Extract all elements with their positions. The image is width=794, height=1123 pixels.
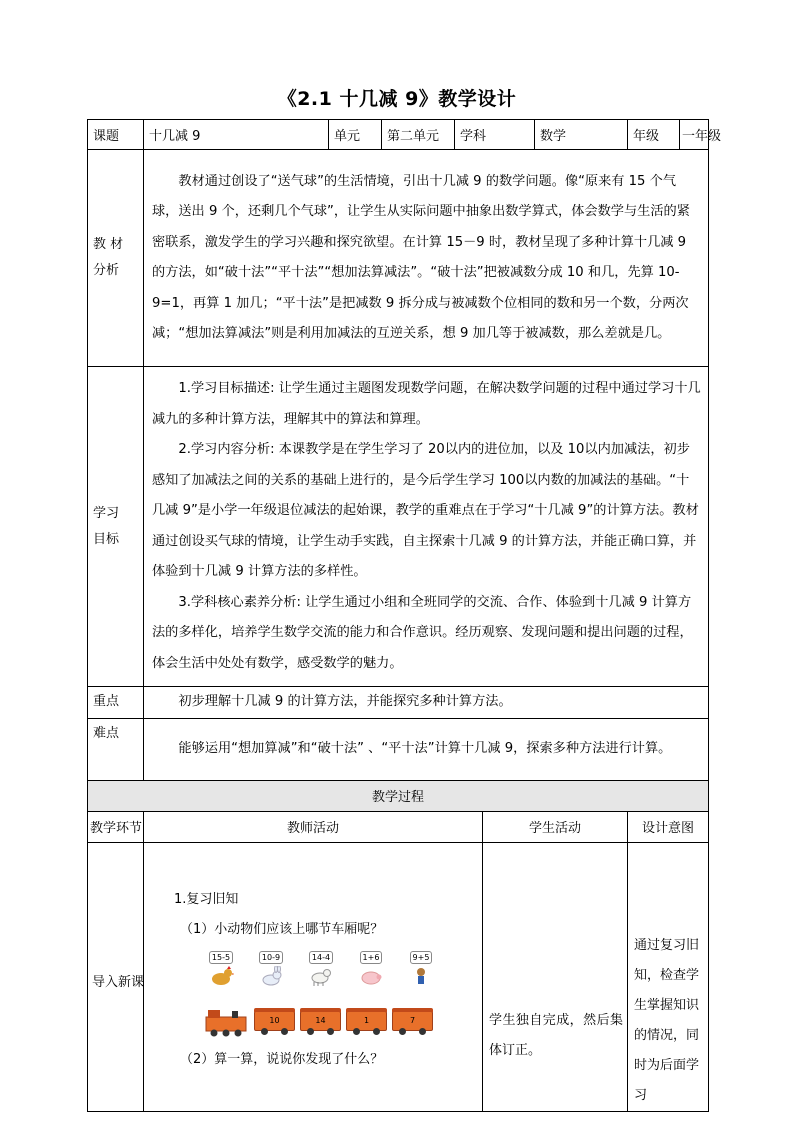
train-car bbox=[392, 1011, 433, 1031]
key-point-label: 重点 bbox=[88, 687, 144, 719]
analysis-label: 教 材 分析 bbox=[88, 150, 144, 367]
monkey-figure bbox=[404, 949, 438, 986]
train-car bbox=[300, 1011, 341, 1031]
col-stage: 教学环节 bbox=[88, 811, 144, 842]
pig-icon bbox=[358, 966, 384, 986]
process-header-row bbox=[88, 811, 709, 842]
key-point-cell bbox=[144, 687, 709, 719]
expression-bubble: 10-9 bbox=[259, 951, 283, 964]
car-number: 7 bbox=[409, 1015, 416, 1025]
monkey-icon bbox=[408, 966, 434, 986]
car-number: 10 bbox=[269, 1015, 280, 1025]
objective-2: 2.学习内容分析: 本课教学是在学生学习了 20以内的进位加，以及 10以内加减法，初步感知了加减法之间的关系的基础上进行的，是今后学生学习 100以内数的加减法的基础。“十几减 9”是小学一年级退位减法的起始课，教学的重难点在于学习“十几减 9”的计算方法。教材通过创设买气球的情境，让学生动手实践，自主探索十几减 9 的计算方法，并能正确口算，并体验到十几减 9 计算方法的多样性。 bbox=[152, 442, 699, 579]
teacher-line-3: （2）算一算，说说你发现了什么？ bbox=[180, 1051, 384, 1067]
rabbit-figure bbox=[254, 949, 288, 986]
unit-value: 第二单元 bbox=[382, 120, 455, 150]
difficulty-row bbox=[88, 718, 709, 780]
rabbit-icon bbox=[258, 966, 284, 986]
analysis-row bbox=[88, 150, 709, 367]
expression-bubble: 15-5 bbox=[209, 951, 233, 964]
difficulty-cell bbox=[144, 718, 709, 780]
rooster-icon bbox=[208, 966, 234, 986]
expression-bubble: 1+6 bbox=[360, 951, 383, 964]
teacher-activity-cell bbox=[144, 842, 483, 1111]
train-car bbox=[254, 1011, 295, 1031]
grade-value: 一年级 bbox=[680, 120, 709, 150]
objectives-label: 学习 目标 bbox=[88, 367, 144, 687]
expression-bubble: 14-4 bbox=[309, 951, 333, 964]
expression-bubble: 9+5 bbox=[410, 951, 433, 964]
key-point-text: 初步理解十几减 9 的计算方法，并能探究多种计算方法。 bbox=[178, 694, 512, 709]
goat-figure bbox=[304, 949, 338, 986]
goat-icon bbox=[308, 966, 334, 986]
car-number: 14 bbox=[315, 1015, 326, 1025]
student-activity-cell: 学生独自完成，然后集体订正。 bbox=[483, 842, 628, 1111]
info-row bbox=[88, 120, 709, 150]
objective-1: 1.学习目标描述: 让学生通过主题图发现数学问题，在解决数学问题的过程中通过学习十几减九的多种计算方法，理解其中的算法和算理。 bbox=[152, 381, 701, 427]
process-band-row bbox=[88, 780, 709, 811]
topic-label: 课题 bbox=[88, 120, 144, 150]
topic-value: 十几减 9 bbox=[144, 120, 329, 150]
teacher-line-1: 1.复习旧知 bbox=[174, 891, 239, 907]
key-point-row bbox=[88, 687, 709, 719]
col-student: 学生活动 bbox=[483, 811, 628, 842]
design-intent-cell: 通过复习旧知，检查学生掌握知识的情况，同时为后面学习 bbox=[628, 842, 709, 1111]
objective-3: 3.学科核心素养分析: 让学生通过小组和全班同学的交流、合作、体验到十几减 9 计算方法的多样化，培养学生数学交流的能力和合作意识。经历观察、发现问题和提出问题的过程，体会生活中处处有数学，感受数学的魅力。 bbox=[152, 594, 693, 671]
rooster-figure bbox=[204, 949, 238, 986]
analysis-cell bbox=[144, 150, 709, 367]
objectives-row bbox=[88, 367, 709, 687]
subject-label: 学科 bbox=[455, 120, 535, 150]
objectives-cell bbox=[144, 367, 709, 687]
process-row-intro bbox=[88, 842, 709, 1111]
difficulty-label: 难点 bbox=[88, 718, 144, 780]
difficulty-text: 能够运用“想加算减”和“破十法” 、“平十法”计算十几减 9，探索多种方法进行计算。 bbox=[178, 740, 672, 756]
train-figure bbox=[204, 1007, 477, 1039]
unit-label: 单元 bbox=[329, 120, 382, 150]
car-number: 1 bbox=[363, 1015, 370, 1025]
train-car bbox=[346, 1011, 387, 1031]
grade-label: 年级 bbox=[628, 120, 680, 150]
teacher-line-2: （1）小动物们应该上哪节车厢呢？ bbox=[180, 921, 384, 937]
lesson-plan-table bbox=[87, 119, 722, 1112]
col-teacher: 教师活动 bbox=[144, 811, 483, 842]
subject-value: 数学 bbox=[535, 120, 628, 150]
page-title: 《2.1 十几减 9》教学设计 bbox=[277, 88, 517, 110]
process-band: 教学过程 bbox=[88, 780, 709, 811]
stage-cell: 导入新课 bbox=[88, 842, 144, 1111]
pig-figure bbox=[354, 949, 388, 986]
analysis-text: 教材通过创设了“送气球”的生活情境，引出十几减 9 的数学问题。像“原来有 15 个气球，送出 9 个，还剩几个气球”，让学生从实际问题中抽象出数学算式，体会数学与生活的紧密联系，激发学生的学习兴趣和探究欲望。在计算 15－9 时，教材呈现了多种计算十几减 9 的方法，如“破十法”“平十法”“想加法算减法”。“破十法”把被减数分成 10 和几，先算 10-9=1，再算 1 加几；“平十法”是把减数 9 拆分成与被减数个位相同的数和另一个数，分两次减；“想加法算减法”则是利用加减法的互逆关系，想 9 加几等于被减数，那么差就是几。 bbox=[152, 173, 690, 341]
col-intent: 设计意图 bbox=[628, 811, 709, 842]
locomotive-icon bbox=[204, 1007, 252, 1037]
animal-figures bbox=[204, 949, 477, 997]
